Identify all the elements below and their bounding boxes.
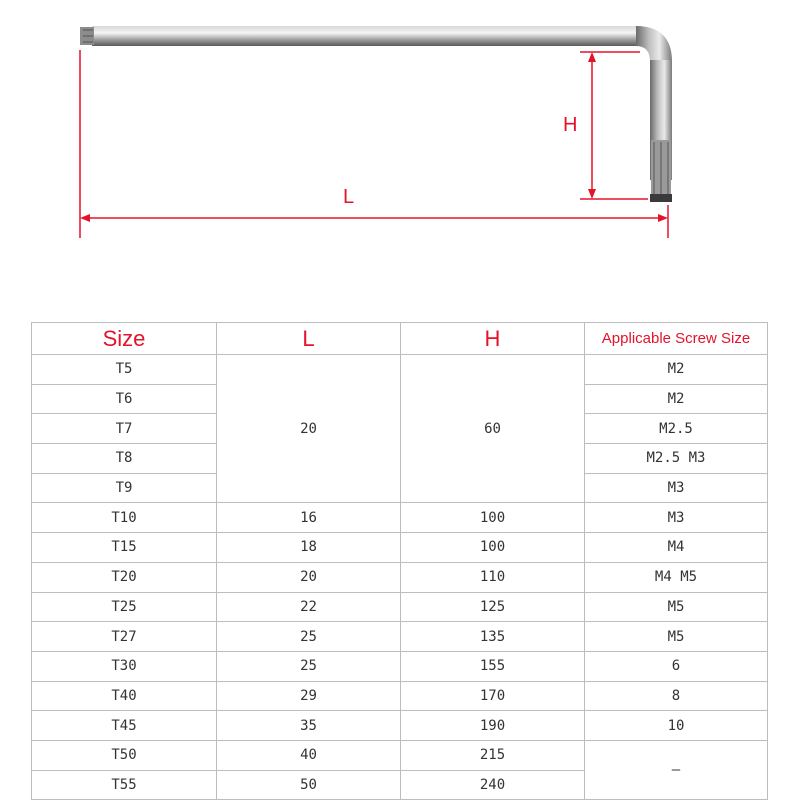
cell-l: 50 [217,770,401,800]
cell-size: T20 [32,562,217,592]
cell-l: 35 [217,711,401,741]
cell-screw: M2.5 [585,414,768,444]
header-size: Size [32,323,217,355]
torx-l-key-diagram [0,0,800,300]
cell-l: 20 [217,562,401,592]
header-l: L [217,323,401,355]
cell-l: 29 [217,681,401,711]
spec-table [31,322,768,800]
cell-size: T25 [32,592,217,622]
table-row [32,355,768,385]
cell-screw: – [585,740,768,799]
cell-screw: M5 [585,622,768,652]
table-header-row [32,323,768,355]
cell-h: 110 [401,562,585,592]
cell-size: T8 [32,444,217,474]
cell-h: 100 [401,533,585,563]
cell-screw: 10 [585,711,768,741]
cell-h: 100 [401,503,585,533]
cell-size: T6 [32,384,217,414]
dimension-label-h: H [563,114,578,136]
cell-screw: M4 [585,533,768,563]
table-row [32,651,768,681]
cell-screw: 6 [585,651,768,681]
cell-screw: M5 [585,592,768,622]
cell-l: 25 [217,651,401,681]
cell-size: T50 [32,740,217,770]
cell-screw: M2 [585,355,768,385]
table-row [32,622,768,652]
cell-h: 60 [401,355,585,503]
table-row [32,503,768,533]
cell-l: 18 [217,533,401,563]
cell-h: 135 [401,622,585,652]
cell-screw: M4 M5 [585,562,768,592]
cell-size: T10 [32,503,217,533]
cell-size: T30 [32,651,217,681]
cell-h: 215 [401,740,585,770]
table-row [32,562,768,592]
cell-h: 155 [401,651,585,681]
cell-l: 25 [217,622,401,652]
dimension-lines [80,50,668,238]
cell-size: T40 [32,681,217,711]
cell-size: T9 [32,473,217,503]
cell-l: 22 [217,592,401,622]
cell-l: 16 [217,503,401,533]
cell-screw: M3 [585,473,768,503]
table-row [32,592,768,622]
cell-l: 40 [217,740,401,770]
cell-h: 190 [401,711,585,741]
table-row [32,711,768,741]
cell-size: T15 [32,533,217,563]
cell-h: 170 [401,681,585,711]
cell-size: T27 [32,622,217,652]
dimension-label-l: L [343,186,355,208]
cell-size: T5 [32,355,217,385]
header-h: H [401,323,585,355]
cell-screw: M3 [585,503,768,533]
header-screw-size: Applicable Screw Size [585,323,768,355]
table-row [32,533,768,563]
cell-size: T45 [32,711,217,741]
cell-screw: 8 [585,681,768,711]
cell-h: 125 [401,592,585,622]
cell-screw: M2 [585,384,768,414]
cell-l: 20 [217,355,401,503]
cell-size: T7 [32,414,217,444]
cell-screw: M2.5 M3 [585,444,768,474]
table-row [32,740,768,770]
cell-size: T55 [32,770,217,800]
table-row [32,681,768,711]
cell-h: 240 [401,770,585,800]
